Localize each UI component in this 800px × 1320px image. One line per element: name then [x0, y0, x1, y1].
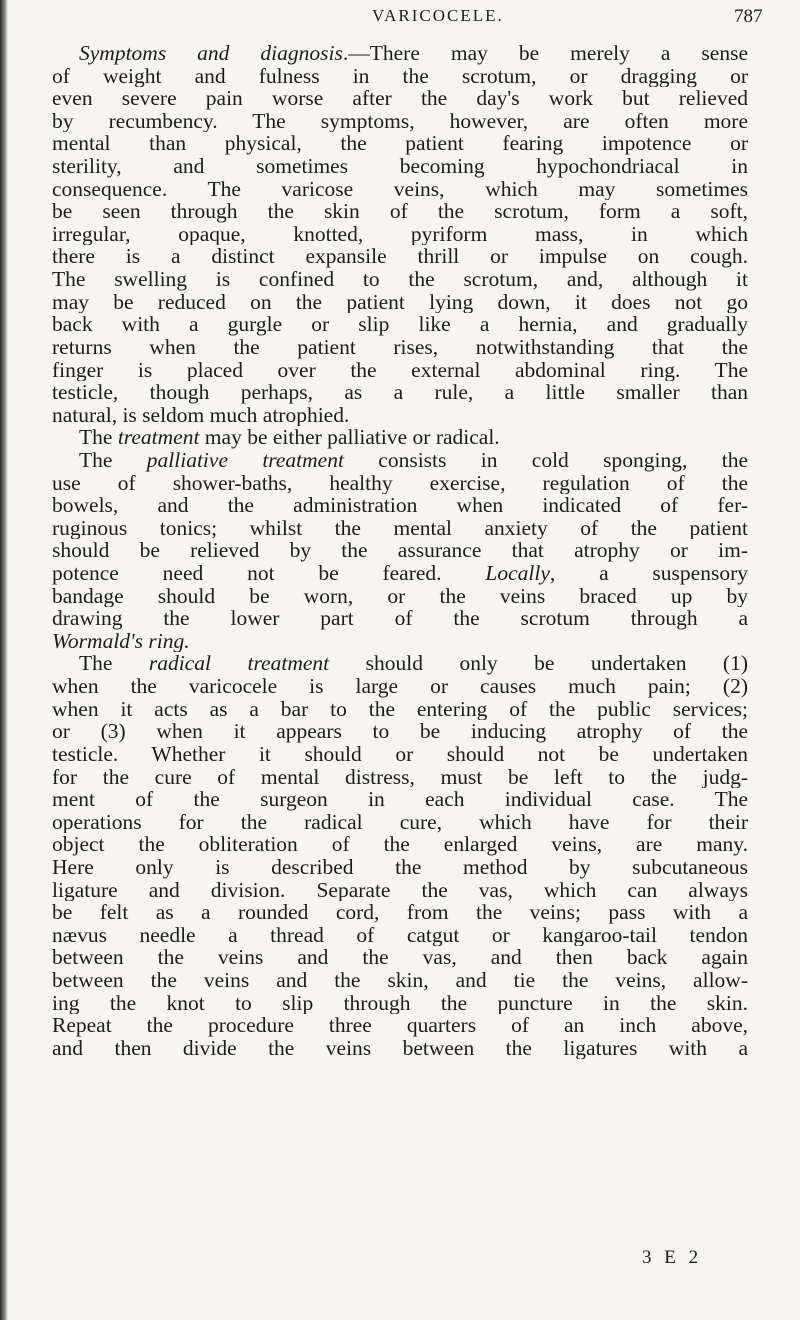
running-title: VARICOCELE.	[372, 6, 504, 25]
text-span: should only be undertaken (1)	[329, 652, 748, 676]
text-span: , a suspensory	[549, 562, 748, 585]
text-line	[52, 946, 748, 969]
text-line	[52, 426, 748, 449]
text-line	[52, 539, 748, 562]
text-line	[52, 65, 748, 88]
italic-text: treatment	[117, 426, 200, 449]
text-line	[52, 472, 748, 495]
text-span: nævus needle a thread of catgut or kangaroo-tail tendon	[52, 923, 748, 947]
text-span: testicle. Whether it should or should not be undertaken	[52, 742, 748, 766]
text-span: may be either palliative or radical.	[199, 426, 500, 449]
italic-text: Wormald's ring.	[52, 629, 190, 653]
italic-text: Symptoms and diagnosis	[79, 42, 343, 65]
text-span: there is a distinct expansile thrill or impulse on cough.	[52, 245, 748, 269]
text-span: The	[79, 426, 118, 449]
text-span: irregular, opaque, knotted, pyriform mass, in which	[52, 222, 748, 246]
body-text	[52, 42, 748, 1059]
text-line	[52, 607, 748, 630]
text-span: The	[79, 652, 149, 676]
text-span: testicle, though perhaps, as a rule, a little smaller than	[52, 381, 748, 404]
text-line	[52, 404, 748, 427]
italic-text: Locally	[485, 562, 550, 585]
text-line	[52, 562, 748, 585]
italic-text: radical treatment	[148, 652, 330, 676]
text-line	[52, 449, 748, 472]
text-span: operations for the radical cure, which have for their	[52, 810, 748, 834]
text-span: should be relieved by the assurance that atrophy or im-	[52, 539, 748, 563]
text-line	[52, 630, 748, 653]
text-line	[52, 110, 748, 133]
text-line	[52, 223, 748, 246]
text-line	[52, 901, 748, 924]
text-line	[52, 132, 748, 155]
text-span: returns when the patient rises, notwithstanding that the	[52, 335, 748, 359]
text-span: between the veins and the skin, and tie the veins, allow-	[52, 968, 748, 992]
text-span: The	[79, 448, 147, 472]
text-line	[52, 969, 748, 992]
text-span: bowels, and the administration when indicated of fer-	[52, 494, 748, 517]
text-line	[52, 268, 748, 291]
text-span: and then divide the veins between the ligatures with a	[52, 1036, 748, 1060]
text-span: when the varicocele is large or causes much pain; (2)	[52, 675, 748, 698]
text-span: back with a gurgle or slip like a hernia, and gradually	[52, 313, 748, 336]
text-span: drawing the lower part of the scrotum through a	[52, 607, 748, 630]
text-line	[52, 833, 748, 856]
running-head	[0, 6, 800, 36]
text-span: mental than physical, the patient fearing impotence or	[52, 132, 748, 156]
text-span: The swelling is confined to the scrotum, and, although it	[52, 268, 748, 291]
text-line	[52, 879, 748, 902]
page-spine-shadow	[0, 0, 8, 1320]
text-span: finger is placed over the external abdominal ring. The	[52, 358, 748, 382]
text-span: object the obliteration of the enlarged veins, are many.	[52, 833, 748, 856]
text-span: bandage should be worn, or the veins braced up by	[52, 584, 748, 608]
text-line	[52, 585, 748, 608]
text-span: ruginous tonics; whilst the mental anxiety of the patient	[52, 516, 748, 540]
text-span: .—There may be merely a sense	[342, 42, 748, 65]
text-line	[52, 381, 748, 404]
text-line	[52, 42, 748, 65]
text-line	[52, 87, 748, 110]
text-line	[52, 743, 748, 766]
page-number: 787	[734, 6, 763, 27]
text-line	[52, 178, 748, 201]
text-span: consists in cold sponging, the	[343, 448, 748, 472]
text-line	[52, 517, 748, 540]
text-span: Here only is described the method by subcutaneous	[52, 855, 748, 879]
italic-text: palliative treatment	[146, 448, 344, 472]
text-line	[52, 1037, 748, 1060]
text-span: when it acts as a bar to the entering of the public services;	[52, 697, 748, 721]
text-line	[52, 313, 748, 336]
text-span: Repeat the procedure three quarters of an inch above,	[52, 1014, 748, 1037]
text-line	[52, 698, 748, 721]
text-span: use of shower-baths, healthy exercise, regulation of the	[52, 471, 748, 495]
text-line	[52, 675, 748, 698]
text-line	[52, 1014, 748, 1037]
text-line	[52, 494, 748, 517]
signature-mark: 3 E 2	[642, 1247, 703, 1268]
text-line	[52, 788, 748, 811]
text-span: be felt as a rounded cord, from the veins; pass with a	[52, 901, 748, 924]
text-line	[52, 336, 748, 359]
text-span: consequence. The varicose veins, which may sometimes	[52, 177, 748, 201]
text-line	[52, 766, 748, 789]
text-span: ing the knot to slip through the puncture in the skin.	[52, 991, 748, 1015]
text-span: natural, is seldom much atrophied.	[52, 403, 350, 427]
text-line	[52, 291, 748, 314]
text-span: sterility, and sometimes becoming hypochondriacal in	[52, 155, 748, 178]
text-span: may be reduced on the patient lying down, it does not go	[52, 290, 748, 314]
text-span: potence need not be feared.	[52, 562, 486, 585]
text-span: or (3) when it appears to be inducing atrophy of the	[52, 720, 748, 743]
text-line	[52, 245, 748, 268]
text-line	[52, 811, 748, 834]
text-line	[52, 992, 748, 1015]
text-line	[52, 856, 748, 879]
text-span: even severe pain worse after the day's work but relieved	[52, 87, 748, 110]
text-line	[52, 652, 748, 675]
text-line	[52, 720, 748, 743]
text-line	[52, 924, 748, 947]
text-span: by recumbency. The symptoms, however, are often more	[52, 109, 748, 133]
text-span: ligature and division. Separate the vas, which can always	[52, 878, 748, 902]
text-line	[52, 200, 748, 223]
text-span: for the cure of mental distress, must be left to the judg-	[52, 765, 748, 789]
text-span: between the veins and the vas, and then back again	[52, 946, 748, 969]
text-span: be seen through the skin of the scrotum, form a soft,	[52, 200, 748, 223]
text-line	[52, 155, 748, 178]
text-span: ment of the surgeon in each individual case. The	[52, 788, 748, 811]
text-span: of weight and fulness in the scrotum, or dragging or	[52, 64, 748, 88]
text-line	[52, 359, 748, 382]
